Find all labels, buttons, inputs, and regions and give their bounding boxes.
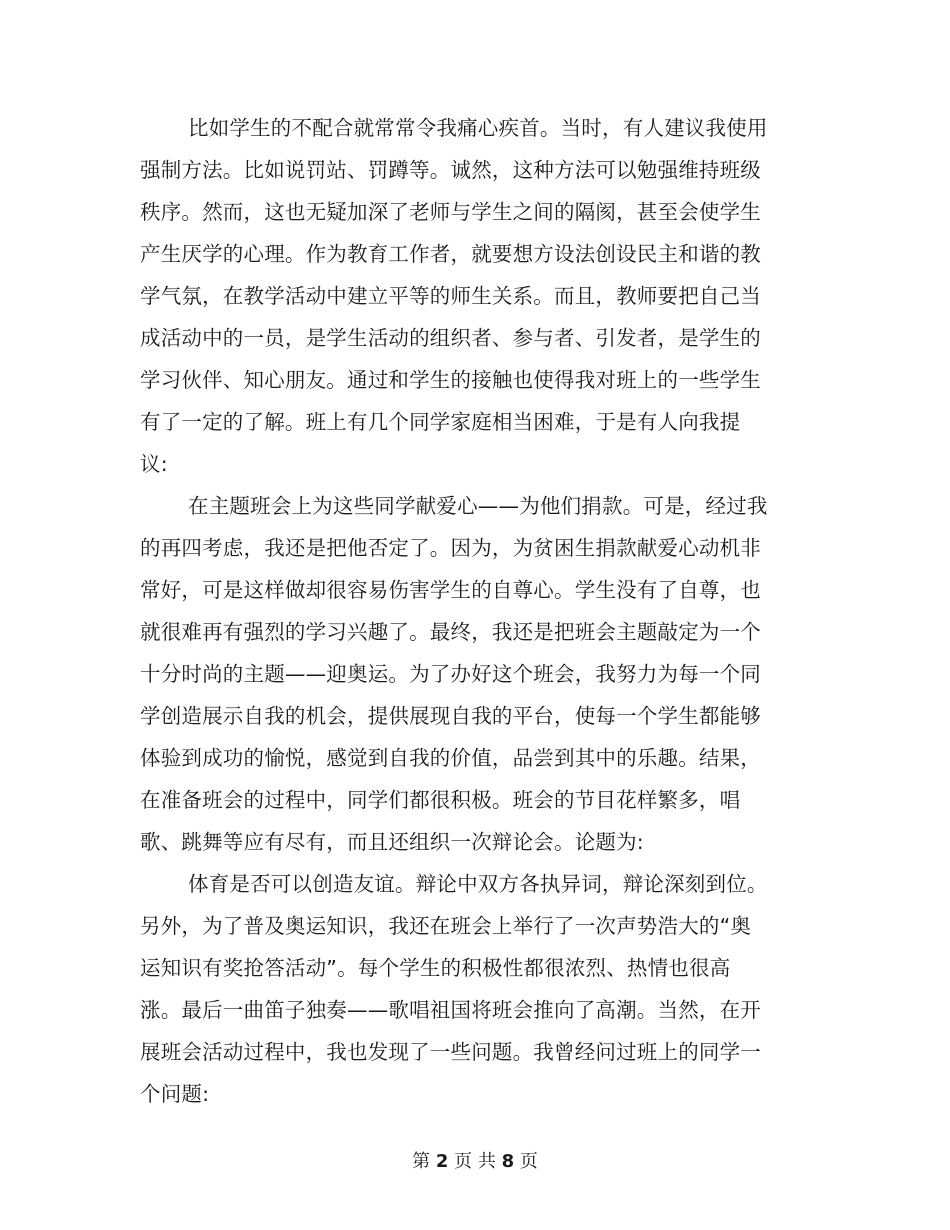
- paragraph-line: 十分时尚的主题——迎奥运。为了办好这个班会，我努力为每一个同: [140, 662, 761, 686]
- paragraph-line: 个问题:: [140, 1082, 210, 1106]
- paragraph-line: 学气氛，在教学活动中建立平等的师生关系。而且，教师要把自己当: [140, 284, 761, 308]
- paragraph-line: 学习伙伴、知心朋友。通过和学生的接触也使得我对班上的一些学生: [140, 368, 761, 392]
- paragraph-line: 常好，可是这样做却很容易伤害学生的自尊心。学生没有了自尊，也: [140, 578, 761, 602]
- paragraph-line: 产生厌学的心理。作为教育工作者，就要想方设法创设民主和谐的教: [140, 242, 761, 266]
- paragraph-line: 歌、跳舞等应有尽有，而且还组织一次辩论会。论题为:: [140, 830, 644, 854]
- paragraph-line: 秩序。然而，这也无疑加深了老师与学生之间的隔阂，甚至会使学生: [140, 200, 761, 224]
- paragraph-line: 体验到成功的愉悦，感觉到自我的价值，品尝到其中的乐趣。结果，: [140, 746, 761, 770]
- page-footer: [0, 1150, 950, 1174]
- footer-middle: 页 共: [454, 1151, 496, 1172]
- paragraph-line: 就很难再有强烈的学习兴趣了。最终，我还是把班会主题敲定为一个: [140, 620, 761, 644]
- footer-suffix: 页: [519, 1151, 538, 1172]
- paragraph-line: 展班会活动过程中，我也发现了一些问题。我曾经问过班上的同学一: [140, 1040, 761, 1064]
- paragraph-line: 成活动中的一员，是学生活动的组织者、参与者、引发者，是学生的: [140, 326, 761, 350]
- page-number: 2: [435, 1151, 449, 1172]
- paragraph-line: 在主题班会上为这些同学献爱心——为他们捐款。可是，经过我: [188, 494, 768, 518]
- paragraph-line: 的再四考虑，我还是把他否定了。因为，为贫困生捐款献爱心动机非: [140, 536, 761, 560]
- page-total: 8: [501, 1151, 515, 1172]
- footer-prefix: 第: [412, 1151, 431, 1172]
- paragraph-line: 体育是否可以创造友谊。辩论中双方各执异词，辩论深刻到位。: [188, 872, 768, 896]
- paragraph-line: 学创造展示自我的机会，提供展现自我的平台，使每一个学生都能够: [140, 704, 761, 728]
- paragraph-line: 在准备班会的过程中，同学们都很积极。班会的节目花样繁多，唱: [140, 788, 741, 812]
- paragraph-line: 有了一定的了解。班上有几个同学家庭相当困难，于是有人向我提: [140, 410, 741, 434]
- paragraph-line: 运知识有奖抢答活动”。每个学生的积极性都很浓烈、热情也很高: [140, 956, 731, 980]
- paragraph-line: 议:: [140, 452, 168, 476]
- paragraph-line: 涨。最后一曲笛子独奏——歌唱祖国将班会推向了高潮。当然，在开: [140, 998, 761, 1022]
- paragraph-line: 比如学生的不配合就常常令我痛心疾首。当时，有人建议我使用: [188, 116, 768, 140]
- paragraph-line: 强制方法。比如说罚站、罚蹲等。诚然，这种方法可以勉强维持班级: [140, 158, 761, 182]
- paragraph-line: 另外，为了普及奥运知识，我还在班会上举行了一次声势浩大的“奥: [140, 914, 752, 938]
